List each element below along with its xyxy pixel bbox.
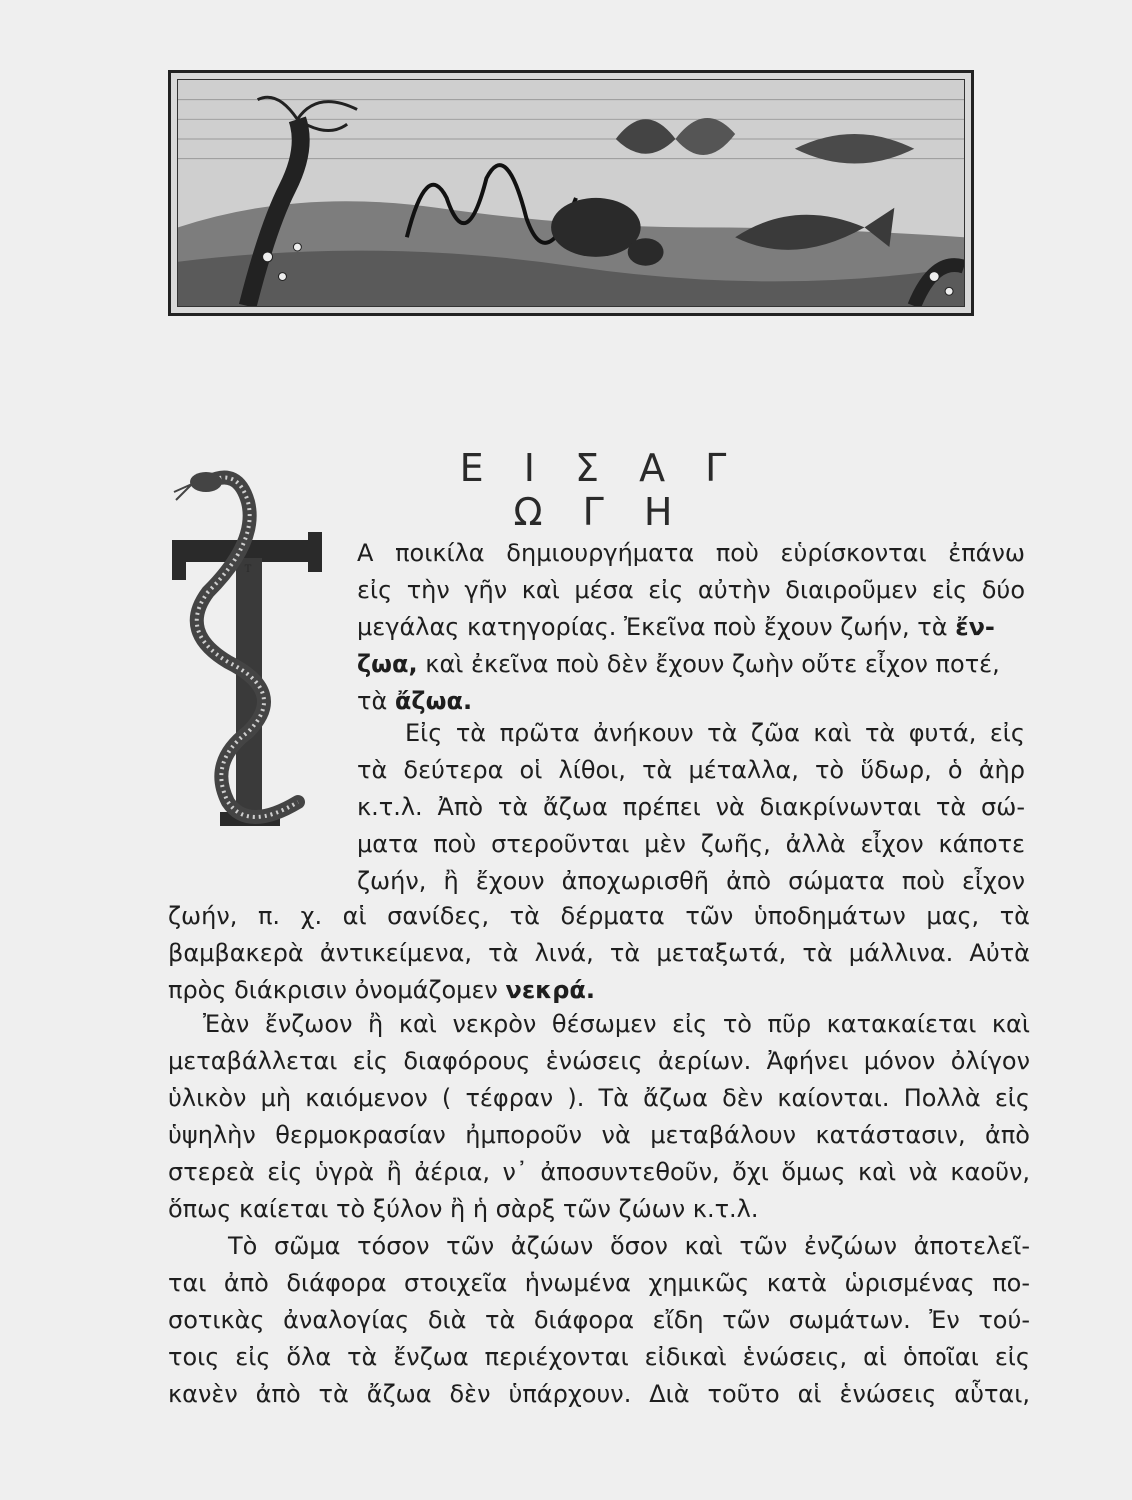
text-line: ται ἀπὸ διάφορα στοιχεῖα ἡνωμένα χημικῶς κατὰ ὡρισμένας πο- <box>168 1269 1030 1297</box>
text-line: κ.τ.λ. Ἀπὸ τὰ ἄζωα πρέπει νὰ διακρίνωνται τὰ σώ- <box>357 793 1025 821</box>
banner-illustration <box>177 79 965 307</box>
text-line-part: πρὸς διάκρισιν ὀνομάζομεν <box>168 976 498 1004</box>
text-line <box>357 648 1025 680</box>
text-line-part: καὶ ἐκεῖνα ποὺ δὲν ἔχουν ζωὴν οὔτε εἶχον ποτέ, <box>425 650 1000 678</box>
text-line: ματα ποὺ στεροῦνται μὲν ζωῆς, ἀλλὰ εἶχον κάποτε <box>357 830 1025 858</box>
text-line: τὰ δεύτερα οἱ λίθοι, τὰ μέταλλα, τὸ ὕδωρ, ὁ ἀὴρ <box>357 756 1025 784</box>
nature-illustration-icon <box>178 80 964 306</box>
text-line <box>357 611 1025 643</box>
text-line: τοις εἰς ὅλα τὰ ἔνζωα περιέχονται εἰδικαὶ ἑνώσεις, αἱ ὁποῖαι εἰς <box>168 1343 1030 1371</box>
text-line: ὑλικὸν μὴ καιόμενον ( τέφραν ). Τὰ ἄζωα δὲν καίονται. Πολλὰ εἰς <box>168 1084 1030 1112</box>
text-line: κανὲν ἀπὸ τὰ ἄζωα δὲν ὑπάρχουν. Διὰ τοῦτο αἱ ἑνώσεις αὗται, <box>168 1380 1030 1408</box>
chapter-title: Ε Ι Σ Α Γ Ω Γ Η <box>459 446 741 534</box>
text-line: ὅπως καίεται τὸ ξύλον ἢ ἡ σὰρξ τῶν ζώων κ.τ.λ. <box>168 1195 759 1223</box>
bold-term: ἄζωα. <box>394 687 473 715</box>
text-line: εἰς τὴν γῆν καὶ μέσα εἰς αὐτὴν διαιροῦμεν εἰς δύο <box>357 576 1025 604</box>
initial-letter: Τ <box>244 564 252 575</box>
bold-term: ἔν- <box>955 613 995 641</box>
text-line: ὑψηλὴν θερμοκρασίαν ἠμποροῦν νὰ μεταβάλουν κατάστασιν, ἀπὸ <box>168 1121 1030 1149</box>
text-line: ζωήν, ἢ ἔχουν ἀποχωρισθῆ ἀπὸ σώματα ποὺ εἶχον <box>357 867 1025 895</box>
text-line: Ἐὰν ἔνζωον ἢ καὶ νεκρὸν θέσωμεν εἰς τὸ πῦρ κατακαίεται καὶ <box>203 1010 1030 1038</box>
text-line <box>168 974 595 1006</box>
text-line: μεταβάλλεται εἰς διαφόρους ἑνώσεις ἀερίων. Ἀφήνει μόνον ὀλίγον <box>168 1047 1030 1075</box>
text-line: Εἰς τὰ πρῶτα ἀνήκουν τὰ ζῶα καὶ τὰ φυτά, εἰς <box>405 719 1025 747</box>
text-line <box>357 685 472 717</box>
bold-term: νεκρά. <box>505 976 596 1004</box>
woodcut-banner <box>168 70 974 316</box>
bold-term: ζωα, <box>357 650 418 678</box>
text-line: στερεὰ εἰς ὑγρὰ ἢ ἀέρια, ν᾽ ἀποσυντεθοῦν, ὄχι ὅμως καὶ νὰ καοῦν, <box>168 1158 1030 1186</box>
text-line: Τὸ σῶμα τόσον τῶν ἀζώων ὅσον καὶ τῶν ἐνζώων ἀποτελεῖ- <box>228 1232 1030 1260</box>
text-line: βαμβακερὰ ἀντικείμενα, τὰ λινά, τὰ μεταξωτά, τὰ μάλλινα. Αὐτὰ <box>168 939 1030 967</box>
text-line: Α ποικίλα δημιουργήματα ποὺ εὑρίσκονται ἐπάνω <box>357 539 1025 567</box>
serpent-initial-icon <box>168 462 328 852</box>
text-line-part: τὰ <box>357 687 388 715</box>
text-line-part: μεγάλας κατηγορίας. Ἐκεῖνα ποὺ ἔχουν ζωήν, τὰ <box>357 613 948 641</box>
decorative-initial <box>168 462 328 852</box>
text-line: σοτικὰς ἀναλογίας διὰ τὰ διάφορα εἴδη τῶν σωμάτων. Ἐν τού- <box>168 1306 1030 1334</box>
text-line: ζωήν, π. χ. αἱ σανίδες, τὰ δέρματα τῶν ὑποδημάτων μας, τὰ <box>168 902 1030 930</box>
